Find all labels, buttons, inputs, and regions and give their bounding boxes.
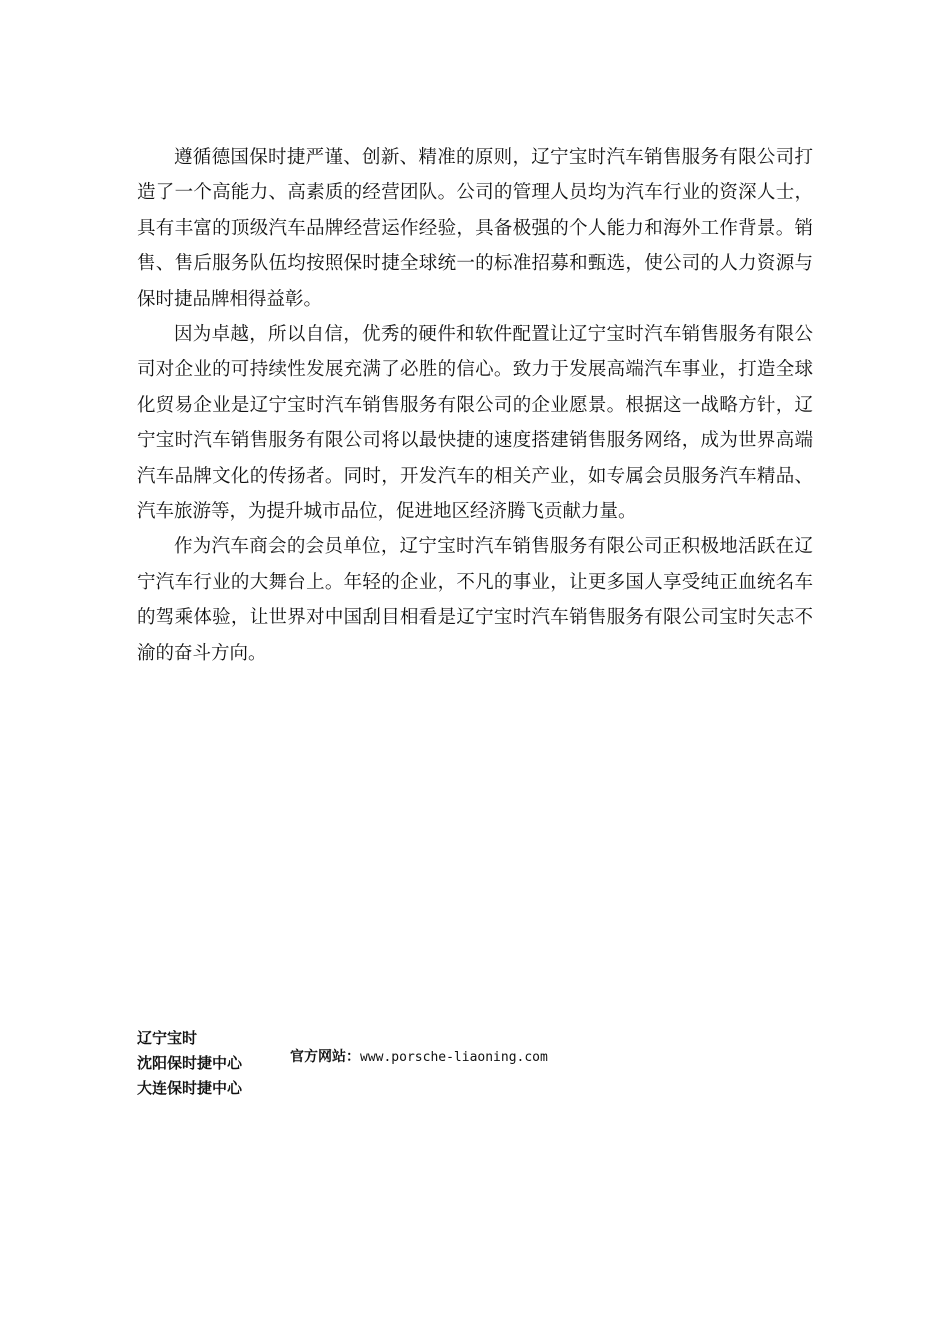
document-body <box>137 140 813 671</box>
company-name-liaoning: 辽宁宝时 <box>137 1029 198 1047</box>
paragraph-team: 遵循德国保时捷严谨、创新、精准的原则，辽宁宝时汽车销售服务有限公司打造了一个高能力、高素质的经营团队。公司的管理人员均为汽车行业的资深人士，具有丰富的顶级汽车品牌经营运作经验，具备极强的个人能力和海外工作背景。销售、售后服务队伍均按照保时捷全球统一的标准招募和甄选，使公司的人力资源与保时捷品牌相得益彰。 <box>137 147 813 310</box>
website-label: 官方网站： <box>290 1049 360 1065</box>
paragraph-vision: 因为卓越，所以自信，优秀的硬件和软件配置让辽宁宝时汽车销售服务有限公司对企业的可持续性发展充满了必胜的信心。致力于发展高端汽车事业，打造全球化贸易企业是辽宁宝时汽车销售服务有限公司的企业愿景。根据这一战略方针，辽宁宝时汽车销售服务有限公司将以最快捷的速度搭建销售服务网络，成为世界高端汽车品牌文化的传扬者。同时，开发汽车的相关产业，如专属会员服务汽车精品、汽车旅游等，为提升城市品位，促进地区经济腾飞贡献力量。 <box>137 324 813 523</box>
company-name-dalian: 大连保时捷中心 <box>137 1079 243 1097</box>
paragraph-mission: 作为汽车商会的会员单位，辽宁宝时汽车销售服务有限公司正积极地活跃在辽宁汽车行业的大舞台上。年轻的企业，不凡的事业，让更多国人享受纯正血统名车的驾乘体验，让世界对中国刮目相看是辽宁宝时汽车销售服务有限公司宝时矢志不渝的奋斗方向。 <box>137 536 813 664</box>
company-names <box>137 1026 242 1101</box>
website-line <box>290 1045 548 1070</box>
website-url[interactable]: www.porsche-liaoning.com <box>360 1050 548 1065</box>
company-name-shenyang: 沈阳保时捷中心 <box>137 1054 243 1072</box>
